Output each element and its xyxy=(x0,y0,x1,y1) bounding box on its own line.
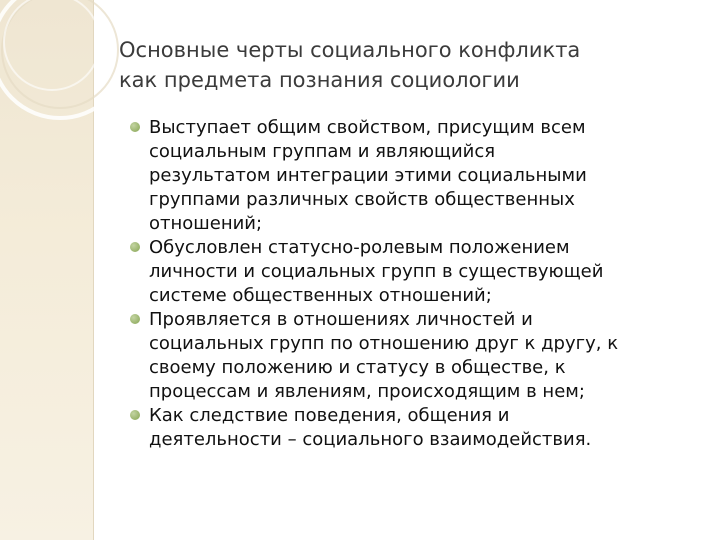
bullet-line: социальных групп по отношению друг к другу, к xyxy=(149,333,619,354)
ring-inner xyxy=(4,0,100,90)
slide-title xyxy=(119,35,699,95)
bullet-line: системе общественных отношений; xyxy=(149,285,492,306)
bullet-line: своему положению и статусу в обществе, к xyxy=(149,357,566,378)
bullet-line: Проявляется в отношениях личностей и xyxy=(149,309,533,330)
bullet-line: отношений; xyxy=(149,213,263,234)
bullet-line: деятельности – социального взаимодействия. xyxy=(149,429,592,450)
bullet-line: социальным группам и являющийся xyxy=(149,141,496,162)
bullet-line: группами различных свойств общественных xyxy=(149,189,575,210)
bullet-line: личности и социальных групп в существующей xyxy=(149,261,604,282)
bullet-line: Выступает общим свойством, присущим всем xyxy=(149,117,586,138)
bullet-line: результатом интеграции этими социальными xyxy=(149,165,587,186)
bullet-dot-icon xyxy=(130,122,140,132)
bullet-line: Как следствие поведения, общения и xyxy=(149,405,510,426)
bullet-item xyxy=(130,236,705,308)
bullet-list xyxy=(130,116,705,452)
bullet-line: процессам и явлениям, происходящим в нем; xyxy=(149,381,585,402)
bullet-item xyxy=(130,404,705,452)
slide-title-line-1: Основные черты социального конфликта xyxy=(119,38,581,62)
bullet-dot-icon xyxy=(130,314,140,324)
slide-title-line-2: как предмета познания социологии xyxy=(119,68,520,92)
bullet-dot-icon xyxy=(130,410,140,420)
bullet-dot-icon xyxy=(130,242,140,252)
bullet-line: Обусловлен статусно-ролевым положением xyxy=(149,237,570,258)
bullet-item xyxy=(130,308,705,404)
ring-middle xyxy=(2,0,118,108)
bullet-item xyxy=(130,116,705,236)
